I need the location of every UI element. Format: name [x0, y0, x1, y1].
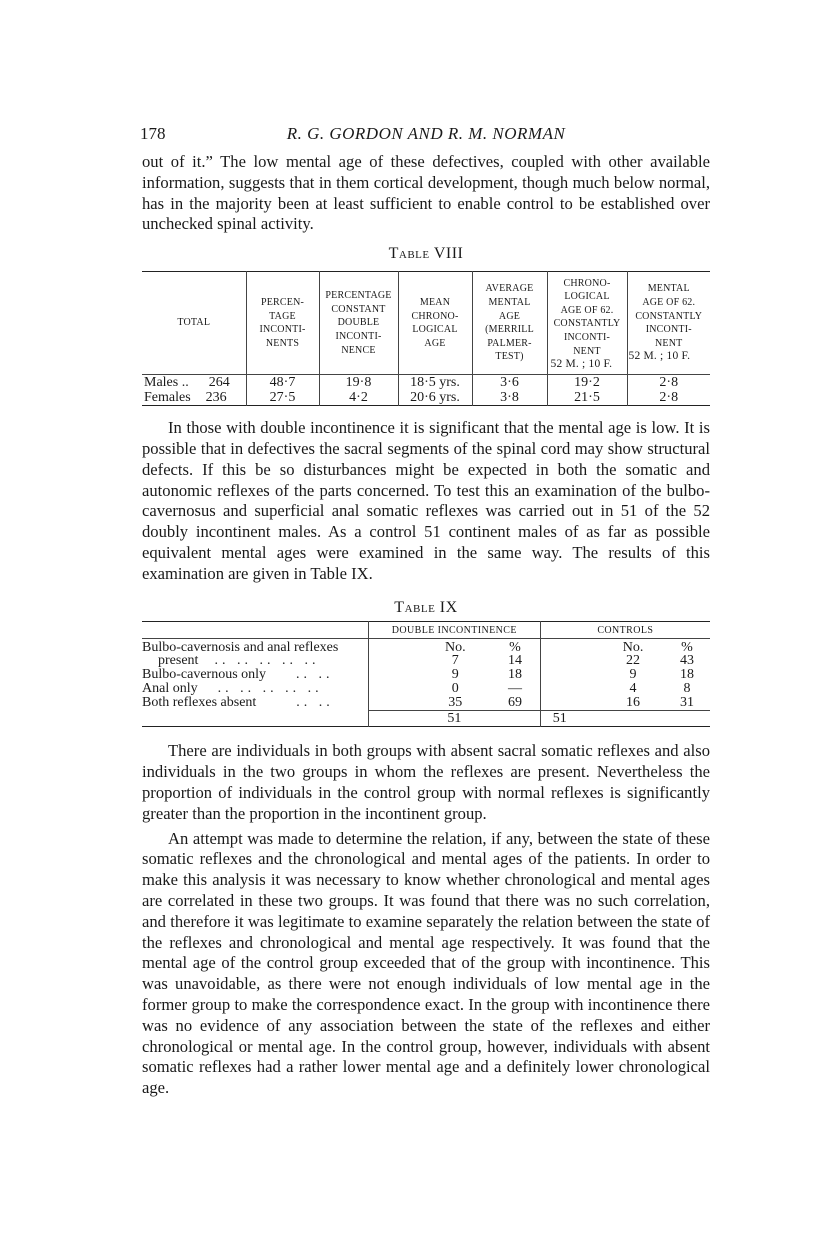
cell-pad — [540, 638, 602, 654]
page-header — [142, 118, 710, 148]
cell-avg-mental: 3·8 — [472, 390, 547, 406]
cell-pad — [368, 668, 420, 682]
cell-d-no: 7 — [451, 653, 459, 669]
row-label-text: Both reflexes absent — [142, 695, 257, 710]
cell-d-pct: 18 — [507, 667, 522, 683]
cell-d-pct: 14 — [507, 653, 522, 669]
cell-pad — [540, 696, 602, 710]
cell-c-no: 22 — [626, 653, 641, 669]
paragraph-1: out of it.” The low mental age of these defectives, coupled with other available information, suggests that in them cortical development, though much below normal, has in the majority been at least sufficient to enable control to be established over unchecked spinal activity. — [142, 152, 710, 234]
header-total-text: TOTAL — [177, 317, 211, 329]
table-9-group-header-row — [142, 621, 710, 638]
cell-pct-double: 4·2 — [319, 390, 398, 406]
cell-d-no: 35 — [448, 694, 463, 710]
running-title: R. G. GORDON AND R. M. NORMAN — [286, 124, 566, 143]
table-8-header-total — [142, 272, 246, 375]
cell-chrono62: 19·2 — [547, 375, 627, 391]
cell-c-pct: 43 — [680, 653, 694, 669]
table-8-caption: Table VIII — [388, 245, 464, 263]
cell-d-pct: % — [509, 639, 521, 655]
cell-pad — [368, 682, 420, 696]
table-8-header-chrono62 — [547, 272, 627, 375]
table-8 — [142, 271, 710, 406]
total-controls — [540, 710, 710, 727]
row-label — [142, 375, 246, 391]
cell-c-no: 4 — [629, 680, 637, 696]
row-leader: .. .. .. .. .. — [214, 653, 320, 669]
row-leader: .. .. — [296, 667, 334, 683]
cell-mean-chrono: 18·5 yrs. — [398, 375, 472, 391]
table-8-header-mental62 — [627, 272, 710, 375]
totals-label — [142, 710, 368, 727]
paragraph-3: There are individuals in both groups with absent sacral somatic reflexes and also individuals in the two groups in whom the reflexes are present. Nevertheless the proportion of individuals in the control group with normal reflexes is significantly greater than the proportion in the incontinent group. — [142, 741, 710, 823]
table-8-header-pct-incont: PERCEN- TAGE INCONTI- NENTS — [246, 272, 319, 375]
cell-d-no: No. — [444, 639, 466, 655]
cell-chrono62: 21·5 — [547, 390, 627, 406]
row-leader: .. .. .. .. .. — [217, 680, 323, 696]
row-label-text: Females — [144, 390, 191, 406]
mental62-sub: 52 M. ; 10 F. — [628, 350, 691, 363]
row-label — [142, 668, 368, 682]
cell-pct-incont: 27·5 — [246, 390, 319, 406]
cell-d-no: 0 — [451, 680, 459, 696]
table-row — [142, 696, 710, 710]
row-label-text: Anal only — [142, 680, 198, 696]
row-label-text: present — [158, 653, 199, 669]
paragraph-4: An attempt was made to determine the relation, if any, between the state of these somatic reflexes and the chronological and mental ages of the patients. In order to make this analysis it was necessary to know whether chronological and mental ages are correlated in these two groups. It was found that there was no such correlation, and therefore it was legitimate to examine separately the relation between the state of the reflexes and chronological and mental age respectively. It was found that the mental age of the control group exceeded that of the group with incontinence. This was unavoidable, as there were not enough individuals of low mental age in the former group to make the correspondence exact. In the group with incontinence there was no evidence of any association between the state of the reflexes and either chronological or mental age. In the control group, however, individuals with absent somatic reflexes had a rather lower mental age and a definitely lower chronological age. — [142, 828, 710, 1098]
total-controls-text: 51 — [552, 710, 567, 726]
cell-mental62: 2·8 — [627, 390, 710, 406]
table-8-header-mean-chrono: MEAN CHRONO- LOGICAL AGE — [398, 272, 472, 375]
mental62-text: MENTAL AGE OF 62. CONSTANTLY INCONTI- NENT — [635, 283, 703, 349]
page — [142, 118, 710, 1099]
cell-pad — [540, 682, 602, 696]
table-9-header-blank — [142, 621, 368, 638]
row-label — [142, 696, 368, 710]
row-label — [142, 654, 368, 668]
cell-c-pct: 8 — [683, 680, 691, 696]
cell-c-no: 16 — [626, 694, 641, 710]
cell-avg-mental: 3·6 — [472, 375, 547, 391]
row-label-text: Bulbo-cavernous only — [142, 667, 267, 683]
table-8-header-pct-double: PERCENTAGE CONSTANT DOUBLE INCONTI- NENCE — [319, 272, 398, 375]
chrono62-sub: 52 M. ; 10 F. — [550, 358, 613, 371]
row-leader: .. .. — [296, 695, 334, 710]
cell-c-pct: % — [681, 639, 693, 655]
table-row — [142, 638, 710, 654]
cell-pad — [540, 654, 602, 668]
cell-mental62: 2·8 — [627, 375, 710, 391]
table-8-header-row — [142, 272, 710, 375]
page-number: 178 — [140, 124, 166, 143]
cell-c-no: No. — [622, 639, 644, 655]
table-8-header-avg-mental: AVERAGE MENTAL AGE (MERRILL PALMER- TEST) — [472, 272, 547, 375]
cell-c-no: 9 — [629, 667, 637, 683]
table-row — [142, 654, 710, 668]
cell-pad — [368, 696, 420, 710]
row-label-text: Males .. — [144, 375, 189, 391]
table-9 — [142, 621, 710, 728]
table-9-header-controls: CONTROLS — [540, 621, 710, 638]
table-8-row-males — [142, 375, 710, 391]
cell-c-pct: 18 — [680, 667, 694, 683]
cell-pad — [540, 668, 602, 682]
cell-d-pct: — — [507, 680, 522, 696]
cell-mean-chrono: 20·6 yrs. — [398, 390, 472, 406]
cell-pct-incont: 48·7 — [246, 375, 319, 391]
chrono62-text: CHRONO- LOGICAL AGE OF 62. CONSTANTLY INCONTI- NENT — [553, 277, 621, 357]
cell-c-pct: 31 — [680, 694, 694, 710]
cell-pad — [368, 654, 420, 668]
row-total: 236 — [205, 390, 227, 406]
row-label — [142, 682, 368, 696]
row-total: 264 — [208, 375, 230, 391]
table-row — [142, 668, 710, 682]
cell-d-no: 9 — [451, 667, 459, 683]
cell-pct-double: 19·8 — [319, 375, 398, 391]
table-row — [142, 682, 710, 696]
table-9-header-double: DOUBLE INCONTINENCE — [368, 621, 540, 638]
row-label — [142, 390, 246, 406]
table-9-caption: Table IX — [394, 598, 458, 616]
table-8-row-females — [142, 390, 710, 406]
row-label: Bulbo-cavernosis and anal reflexes — [142, 639, 339, 655]
table-9-totals-row — [142, 710, 710, 727]
total-double: 51 — [368, 710, 540, 727]
cell-d-pct: 69 — [507, 694, 522, 710]
paragraph-2: In those with double incontinence it is significant that the mental age is low. It is possible that in defectives the sacral segments of the spinal cord may show structural defects. If this be so disturbances might be expected in both the somatic and autonomic reflexes of the parts concerned. To test this an examination of the bulbo-cavernosus and superficial anal somatic reflexes was carried out in 51 of the 52 doubly incontinent males. As a control 51 continent males of as far as possible equivalent mental ages were examined in the same way. The results of this examination are given in Table IX. — [142, 418, 710, 583]
cell-pad — [368, 638, 420, 654]
